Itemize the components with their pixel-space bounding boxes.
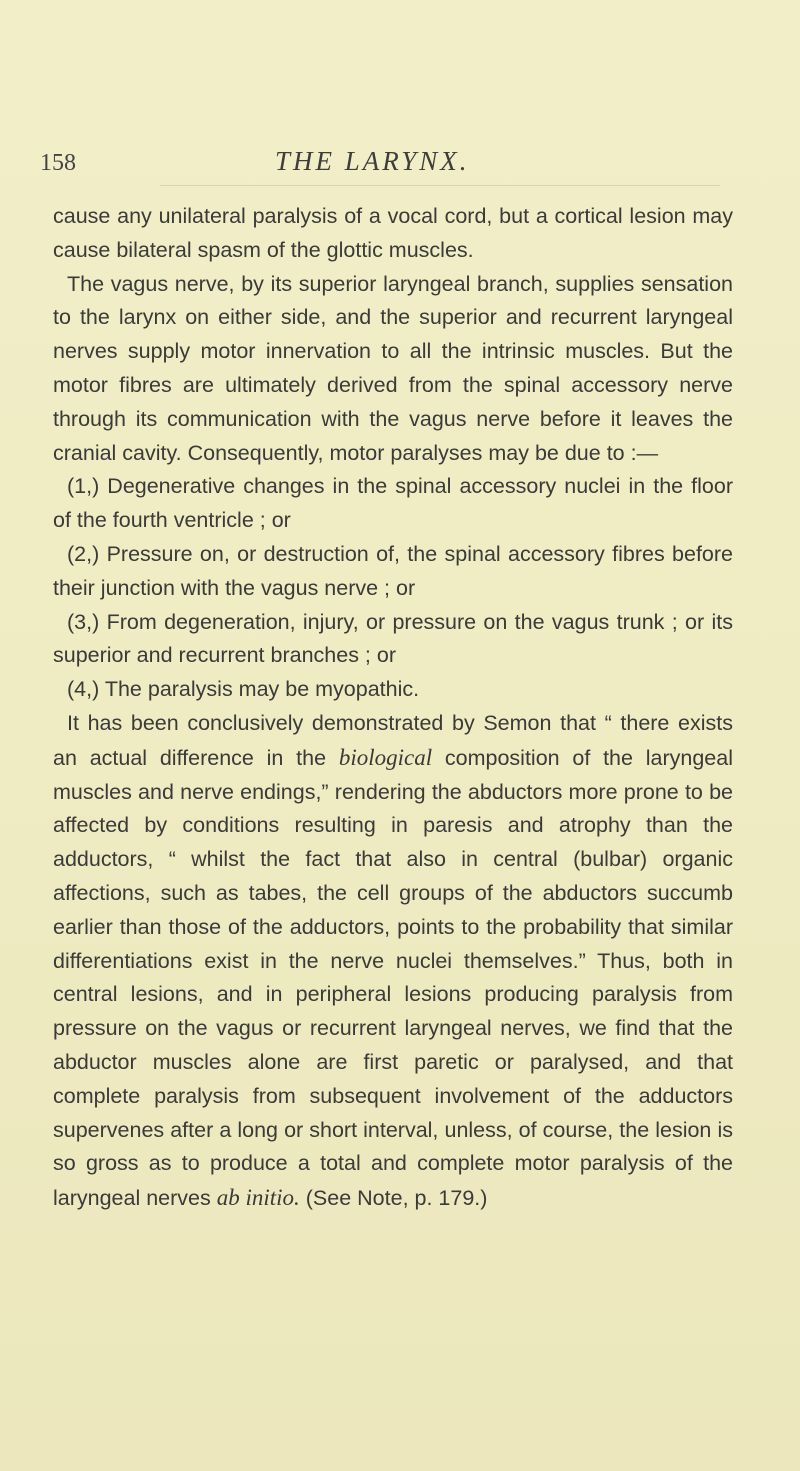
page-number: 158 (40, 150, 76, 176)
semon-text-a: It has been conclusively demonstrated by Semon that “ there exists an actual difference in the (53, 710, 733, 770)
emphasis-ab-initio: ab initio. (216, 1185, 300, 1211)
emphasis-biological: biological (338, 744, 433, 770)
body-text (53, 200, 733, 1216)
list-item-2: (2,) Pressure on, or destruction of, the spinal accessory fibres before their junction with the vagus nerve ; or (53, 541, 733, 600)
page-header (0, 146, 800, 190)
list-item-1: (1,) Degenerative changes in the spinal accessory nuclei in the floor of the fourth ventricle ; or (53, 474, 733, 533)
semon-text-c: (See Note, p. 179.) (299, 1186, 488, 1211)
paragraph-semon (53, 707, 733, 1216)
list-item-4: (4,) The paralysis may be myopathic. (67, 677, 420, 702)
running-head: THE LARYNX. (275, 146, 470, 176)
paragraph-vagus: The vagus nerve, by its superior laryngeal branch, supplies sensation to the larynx on either side, and the superior and recurrent laryngeal nerves supply motor innervation to all the intrinsic muscles. But the motor fibres are ultimately derived from the spinal accessory nerve through its communication with the vagus nerve before it leaves the cranial cavity. Consequently, motor paralyses may be due to :— (53, 271, 733, 465)
semon-text-b: composition of the laryngeal muscles and nerve endings,” rendering the abductors more prone to be affected by conditions resulting in paresis and atrophy than the adductors, “ whilst the fact that also in central (bulbar) organic affections, such as tabes, the cell groups of the abductors succumb earlier than those of the adductors, points to the probability that similar differentiations exist in the nerve nuclei themselves.” Thus, both in central lesions, and in peripheral lesions producing paralysis from pressure on the vagus or recurrent laryngeal nerves, we find that the abductor muscles alone are first paretic or paralysed, and that complete paralysis from subsequent involvement of the adductors supervenes after a long or short interval, unless, of course, the lesion is so gross as to produce a total and complete motor paralysis of the laryngeal nerves (53, 745, 734, 1211)
list-item-3: (3,) From degeneration, injury, or pressure on the vagus trunk ; or its superior and recurrent branches ; or (53, 609, 733, 668)
header-rule (160, 185, 720, 186)
paragraph-continuation: cause any unilateral paralysis of a vocal cord, but a cortical lesion may cause bilateral spasm of the glottic muscles. (53, 204, 733, 262)
